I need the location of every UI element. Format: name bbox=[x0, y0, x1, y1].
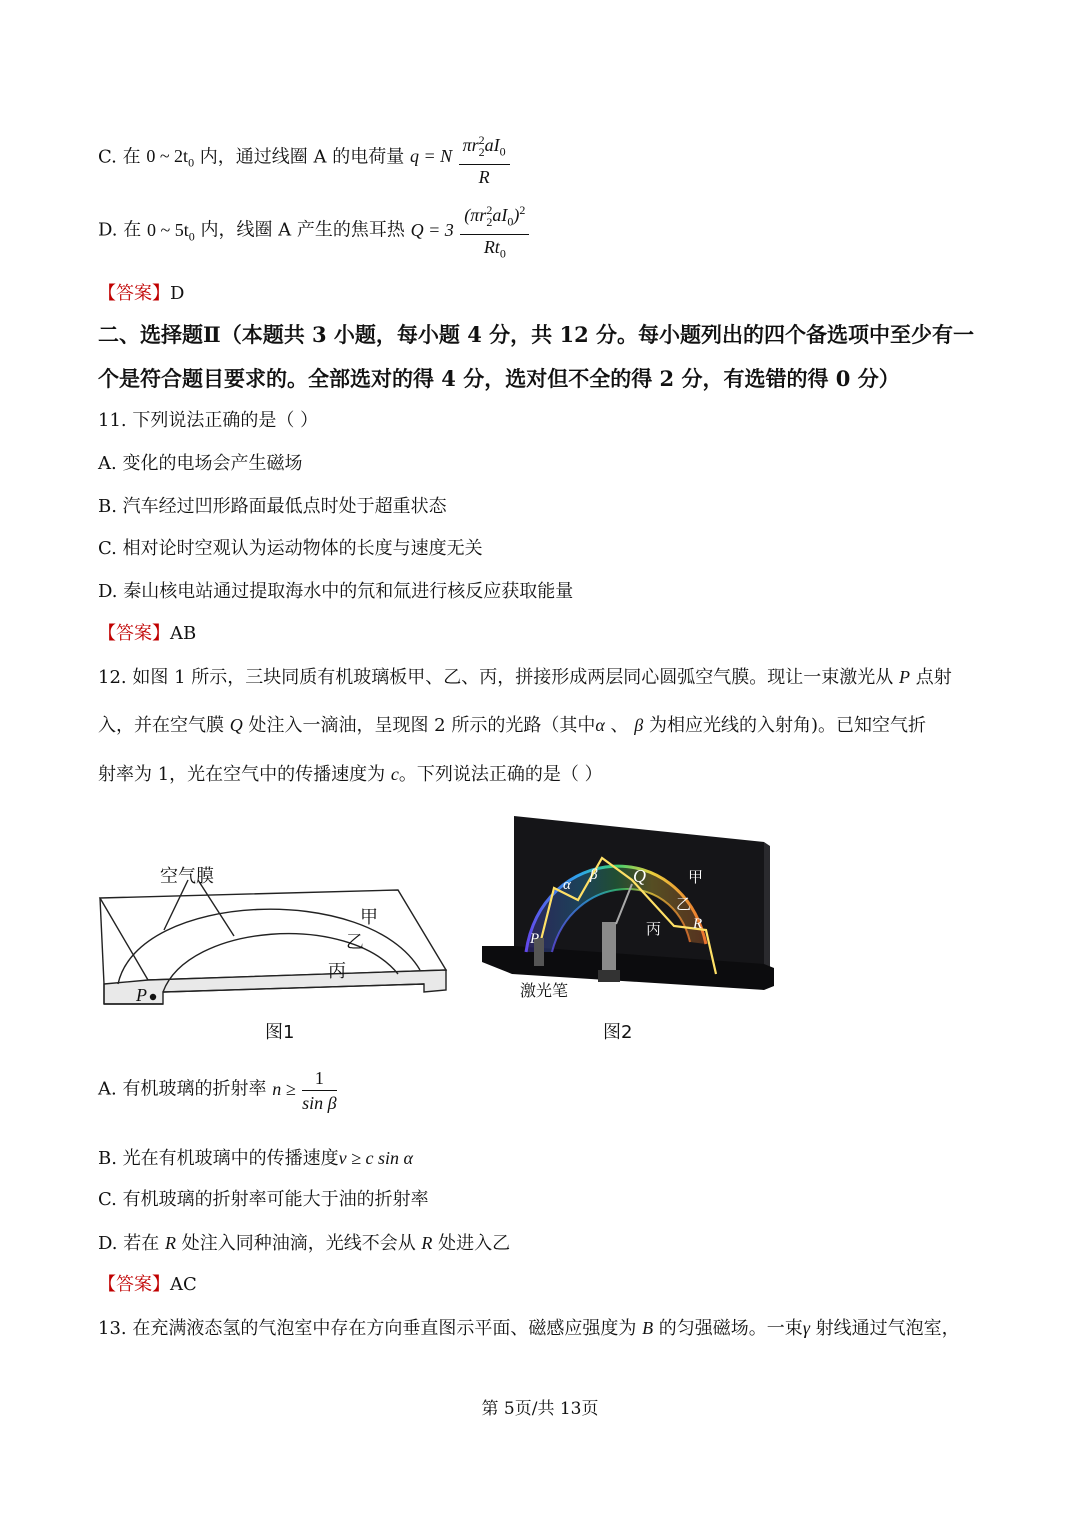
q11-answer: 【答案】AB bbox=[98, 623, 197, 644]
fig2-label-r: R bbox=[693, 916, 703, 932]
fig1-label-jia: 甲 bbox=[360, 907, 378, 928]
fig2-label-laser-pen: 激光笔 bbox=[520, 981, 569, 1000]
fig2-label-jia: 甲 bbox=[688, 868, 704, 886]
q10-answer: 【答案】D bbox=[98, 283, 185, 304]
q11-option-c: C. 相对论时空观认为运动物体的长度与速度无关 bbox=[98, 538, 483, 559]
q12-option-d: D. 若在 R 处注入同种油滴，光线不会从 R 处进入乙 bbox=[98, 1233, 511, 1254]
q10-option-d: D. 在 0 ~ $5t_0$ 内，线圈 A 产生的焦耳热 Q = 3 $\frac{(\pi r^2_2aI_0)^2}{Rt_0}$ bbox=[98, 198, 531, 258]
fig1-label-bing: 丙 bbox=[328, 961, 346, 982]
q12-option-c: C. 有机玻璃的折射率可能大于油的折射率 bbox=[98, 1189, 429, 1210]
q11-option-a: A. 变化的电场会产生磁场 bbox=[98, 453, 303, 474]
figure-2-photo bbox=[482, 814, 778, 1000]
q12-stem-line-2: 入，并在空气膜 Q 处注入一滴油，呈现图 2 所示的光路（其中α 、 β 为相应光线的入射角)。已知空气折 bbox=[98, 715, 926, 736]
fig2-label-p: P bbox=[530, 931, 540, 947]
point-p-dot bbox=[150, 994, 156, 1000]
fig2-caption: 图2 bbox=[603, 1022, 633, 1043]
fig1-label-yi: 乙 bbox=[346, 932, 364, 953]
fig2-label-beta: β bbox=[590, 867, 598, 883]
page-footer: 第 5页/共 13页 bbox=[481, 1399, 599, 1419]
q10-c-formula: q = N $\frac{\pi r^2_2aI_0}{R}$ bbox=[410, 146, 512, 166]
fig2-label-yi: 乙 bbox=[676, 895, 692, 913]
fig1-caption: 图1 bbox=[265, 1022, 295, 1043]
section-2-line-2: 个是符合题目要求的。全部选对的得 4 分，选对但不全的得 2 分，有选错的得 0 分） bbox=[98, 366, 900, 391]
figure-1-diagram bbox=[98, 852, 454, 1012]
q12-option-a: A. 有机玻璃的折射率 n ≥ $\frac{1}{\text{sin β}}$ bbox=[98, 1068, 337, 1113]
q12-stem-line-1: 12. 如图 1 所示，三块同质有机玻璃板甲、乙、丙，拼接形成两层同心圆弧空气膜。现让一束激光从 P 点射 bbox=[98, 667, 952, 688]
q10-option-c: C. 在 0 ~ $2t_0$ 内，通过线圈 A 的电荷量 q = N $\frac{\pi r^2_2aI_0}{R}$ bbox=[98, 128, 512, 178]
q13-stem: 13. 在充满液态氢的气泡室中存在方向垂直图示平面、磁感应强度为 B 的匀强磁场。一束γ 射线通过气泡室， bbox=[98, 1318, 960, 1339]
fig2-label-alpha: α bbox=[563, 877, 571, 893]
section-2-line-1: 二、选择题Ⅱ（本题共 3 小题，每小题 4 分，共 12 分。每小题列出的四个备选项中至少有一 bbox=[98, 322, 975, 347]
q11-option-b: B. 汽车经过凹形路面最低点时处于超重状态 bbox=[98, 496, 447, 517]
fig2-label-bing: 丙 bbox=[646, 920, 662, 938]
q12-option-b: B. 光在有机玻璃中的传播速度v ≥ c sin α bbox=[98, 1148, 413, 1169]
fig2-label-q: Q bbox=[633, 866, 646, 886]
fig1-label-p: P bbox=[136, 985, 147, 1005]
q10-d-formula: Q = 3 $\frac{(\pi r^2_2aI_0)^2}{Rt_0}$ bbox=[411, 220, 532, 240]
fig1-label-film: 空气膜 bbox=[160, 866, 214, 887]
q11-option-d: D. 秦山核电站通过提取海水中的氘和氚进行核反应获取能量 bbox=[98, 581, 574, 602]
q12-stem-line-3: 射率为 1，光在空气中的传播速度为 c。下列说法正确的是（ ） bbox=[98, 764, 603, 785]
q12-answer: 【答案】AC bbox=[98, 1274, 197, 1295]
q11-stem: 11. 下列说法正确的是（ ） bbox=[98, 410, 319, 431]
